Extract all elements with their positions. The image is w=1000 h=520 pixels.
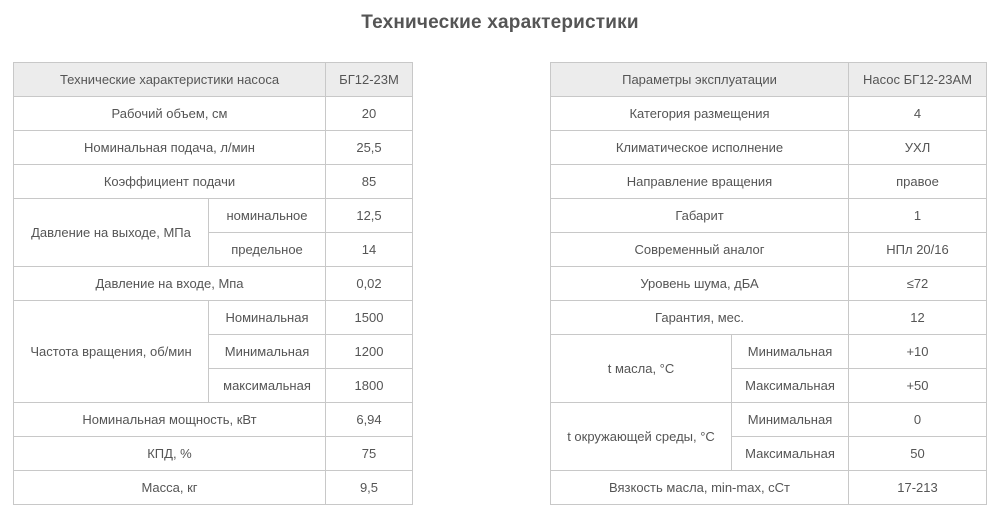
- row-value: ≤72: [849, 267, 987, 301]
- row-label: КПД, %: [14, 437, 326, 471]
- sub-label: номинальное: [209, 199, 326, 233]
- sub-label: Номинальная: [209, 301, 326, 335]
- row-label: Номинальная подача, л/мин: [14, 131, 326, 165]
- row-label: Вязкость масла, min-max, сСт: [551, 471, 849, 505]
- row-value: правое: [849, 165, 987, 199]
- table-row: [551, 335, 987, 369]
- operation-params-table: [550, 62, 987, 505]
- row-value: НПл 20/16: [849, 233, 987, 267]
- sub-label: предельное: [209, 233, 326, 267]
- row-label: Габарит: [551, 199, 849, 233]
- sub-label: Максимальная: [732, 369, 849, 403]
- row-value: 4: [849, 97, 987, 131]
- sub-label: максимальная: [209, 369, 326, 403]
- row-value: 1: [849, 199, 987, 233]
- sub-label: Минимальная: [732, 403, 849, 437]
- row-label: Масса, кг: [14, 471, 326, 505]
- row-value: 20: [326, 97, 413, 131]
- table-row: [14, 165, 413, 199]
- table-row: [551, 471, 987, 505]
- table-row: [551, 199, 987, 233]
- row-label: Гарантия, мес.: [551, 301, 849, 335]
- table-row: [14, 437, 413, 471]
- sub-label: Минимальная: [209, 335, 326, 369]
- table-header-row: [551, 63, 987, 97]
- row-value: 85: [326, 165, 413, 199]
- table-row: [14, 199, 413, 233]
- sub-label: Минимальная: [732, 335, 849, 369]
- sub-label: Максимальная: [732, 437, 849, 471]
- page-title: Технические характеристики: [361, 12, 639, 33]
- table-row: [551, 165, 987, 199]
- table-row: [551, 267, 987, 301]
- row-value: 6,94: [326, 403, 413, 437]
- header-param: Параметры эксплуатации: [551, 63, 849, 97]
- pump-specs-table: [13, 62, 413, 505]
- row-label: Климатическое исполнение: [551, 131, 849, 165]
- row-label: Давление на входе, Мпа: [14, 267, 326, 301]
- row-label: Коэффициент подачи: [14, 165, 326, 199]
- group-label: Давление на выходе, МПа: [14, 199, 209, 267]
- table-row: [14, 267, 413, 301]
- group-label: Частота вращения, об/мин: [14, 301, 209, 403]
- header-param: Технические характеристики насоса: [14, 63, 326, 97]
- row-label: Номинальная мощность, кВт: [14, 403, 326, 437]
- row-label: Рабочий объем, см: [14, 97, 326, 131]
- row-value: 14: [326, 233, 413, 267]
- table-row: [14, 471, 413, 505]
- row-value: 50: [849, 437, 987, 471]
- table-row: [551, 131, 987, 165]
- row-value: 0,02: [326, 267, 413, 301]
- header-model: Насос БГ12-23АМ: [849, 63, 987, 97]
- row-value: 9,5: [326, 471, 413, 505]
- row-value: 1800: [326, 369, 413, 403]
- row-value: 17-213: [849, 471, 987, 505]
- group-label: t окружающей среды, °С: [551, 403, 732, 471]
- row-value: 12,5: [326, 199, 413, 233]
- row-label: Направление вращения: [551, 165, 849, 199]
- row-value: 12: [849, 301, 987, 335]
- row-label: Категория размещения: [551, 97, 849, 131]
- row-value: 25,5: [326, 131, 413, 165]
- header-model: БГ12-23М: [326, 63, 413, 97]
- table-row: [551, 233, 987, 267]
- table-row: [551, 97, 987, 131]
- table-row: [551, 301, 987, 335]
- table-row: [14, 301, 413, 335]
- row-label: Уровень шума, дБА: [551, 267, 849, 301]
- table-header-row: [14, 63, 413, 97]
- table-row: [14, 97, 413, 131]
- row-value: УХЛ: [849, 131, 987, 165]
- table-row: [14, 131, 413, 165]
- row-label: Современный аналог: [551, 233, 849, 267]
- row-value: 0: [849, 403, 987, 437]
- table-row: [14, 403, 413, 437]
- row-value: +50: [849, 369, 987, 403]
- row-value: 1200: [326, 335, 413, 369]
- row-value: 1500: [326, 301, 413, 335]
- row-value: 75: [326, 437, 413, 471]
- group-label: t масла, °С: [551, 335, 732, 403]
- table-row: [551, 403, 987, 437]
- row-value: +10: [849, 335, 987, 369]
